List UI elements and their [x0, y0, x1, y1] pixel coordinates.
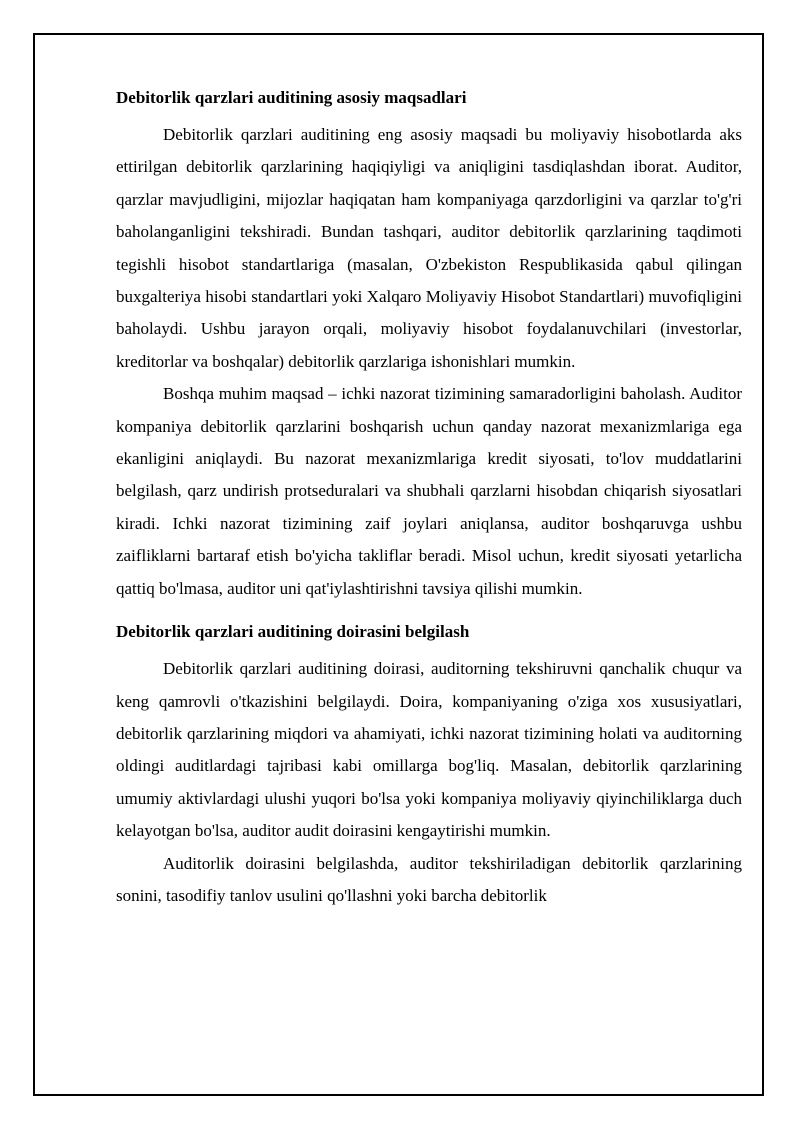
paragraph: Debitorlik qarzlari auditining eng asosiy maqsadi bu moliyaviy hisobotlarda aks ettirilgan debitorlik qarzlarining haqiqiyligi va aniqligini tasdiqlashdan iborat. Auditor, qarzlar mavjudligini, mijozlar haqiqatan ham kompaniyaga qarzdorligini va qarzlar to'g'ri baholanganligini tekshiradi. Bundan tashqari, auditor debitorlik qarzlarining taqdimoti tegishli hisobot standartlariga (masalan, O'zbekiston Respublikasida qabul qilingan buxgalteriya hisobi standartlari yoki Xalqaro Moliyaviy Hisobot Standartlari) muvofiqligini baholaydi. Ushbu jarayon orqali, moliyaviy hisobot foydalanuvchilari (investorlar, kreditorlar va boshqalar) debitorlik qarzlariga ishonishlari mumkin.: [116, 125, 742, 371]
paragraph: Boshqa muhim maqsad – ichki nazorat tizimining samaradorligini baholash. Auditor kompaniya debitorlik qarzlarini boshqarish uchun qanday nazorat mexanizmlariga ega ekanligini aniqlaydi. Bu nazorat mexanizmlariga kredit siyosati, to'lov muddatlarini belgilash, qarz undirish protseduralari va shubhali qarzlarni hisobdan chiqarish siyosatlari kiradi. Ichki nazorat tizimining zaif joylari aniqlansa, auditor boshqaruvga ushbu zaifliklarni bartaraf etish bo'yicha takliflar beradi. Misol uchun, kredit siyosati yetarlicha qattiq bo'lmasa, auditor uni qat'iylashtirishni tavsiya qilishi mumkin.: [116, 384, 742, 598]
section-heading-objectives: Debitorlik qarzlari auditining asosiy maqsadlari: [116, 88, 467, 107]
paragraph: Debitorlik qarzlari auditining doirasi, auditorning tekshiruvni qanchalik chuqur va keng qamrovli o'tkazishini belgilaydi. Doira, kompaniyaning o'ziga xos xususiyatlari, debitorlik qarzlarining miqdori va ahamiyati, ichki nazorat tizimining holati va auditorning oldingi auditlardagi tajribasi kabi omillarga bog'liq. Masalan, debitorlik qarzlarining umumiy aktivlardagi ulushi yuqori bo'lsa yoki kompaniya moliyaviy qiyinchiliklarga duch kelayotgan bo'lsa, auditor audit doirasini kengaytirishi mumkin.: [116, 659, 742, 841]
section-heading-scope: Debitorlik qarzlari auditining doirasini belgilash: [116, 622, 470, 642]
paragraph: Auditorlik doirasini belgilashda, auditor tekshiriladigan debitorlik qarzlarining sonini, tasodifiy tanlov usulini qo'llashni yoki barcha debitorlik: [116, 853, 742, 905]
document-body: [116, 86, 742, 912]
